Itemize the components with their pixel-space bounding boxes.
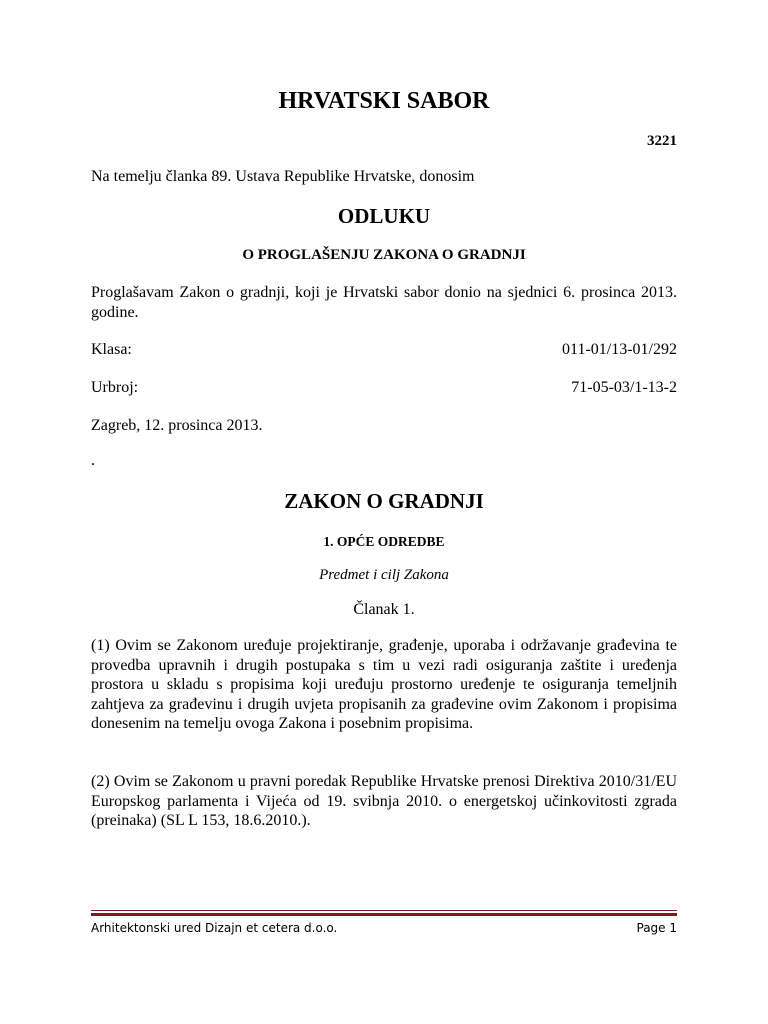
footer-page-number: Page 1 [636,921,677,935]
decision-body: Proglašavam Zakon o gradnji, koji je Hrvatski sabor donio na sjednici 6. prosinca 2013. godine. [91,284,677,321]
document-page [91,0,677,1024]
urbroj-label: Urbroj: [91,379,139,396]
article-paragraph-2: (2) Ovim se Zakonom u pravni poredak Republike Hrvatske prenosi Direktiva 2010/31/EU Europskog parlamenta i Vijeća od 19. svibnja 2010. o energetskoj učinkovitosti zgrada (preinaka) (SL L 153, 18.6.2010.). [91,773,677,829]
page-title: HRVATSKI SABOR [278,88,490,114]
klasa-label: Klasa: [91,341,132,358]
footer-rule-thick [91,913,677,916]
footer-company: Arhitektonski ured Dizajn et cetera d.o.o. [91,921,338,935]
separator-dot: . [91,452,95,469]
urbroj-value: 71-05-03/1-13-2 [571,379,677,396]
decision-title: ODLUKU [337,204,431,228]
klasa-row [91,340,677,359]
article-paragraph-1: (1) Ovim se Zakonom uređuje projektiranje, građenje, uporaba i održavanje građevina te provedba upravnih i drugih postupaka s tim u vezi radi osiguranja zaštite i uređenja prostora u skladu s propisima koji uređuju prostorno uređenje te osiguranja temeljnih zahtjeva za građevinu i drugih uvjeta propisanih za građevine ovim Zakonom i propisima donesenim na temelju ovoga Zakona i posebnim propisima. [91,637,677,732]
article-title: Članak 1. [353,601,415,618]
section-subtitle: Predmet i cilj Zakona [319,567,449,583]
klasa-value: 011-01/13-01/292 [562,341,677,358]
intro-text: Na temelju članka 89. Ustava Republike Hrvatske, donosim [91,168,475,185]
decision-subtitle: O PROGLAŠENJU ZAKONA O GRADNJI [242,247,526,263]
place-date: Zagreb, 12. prosinca 2013. [91,417,263,434]
page-footer [91,919,677,937]
law-title: ZAKON O GRADNJI [284,489,484,513]
urbroj-row [91,378,677,397]
footer-rule-thin [91,910,677,911]
document-number: 3221 [647,133,677,149]
section-title: 1. OPĆE ODREDBE [323,534,445,549]
